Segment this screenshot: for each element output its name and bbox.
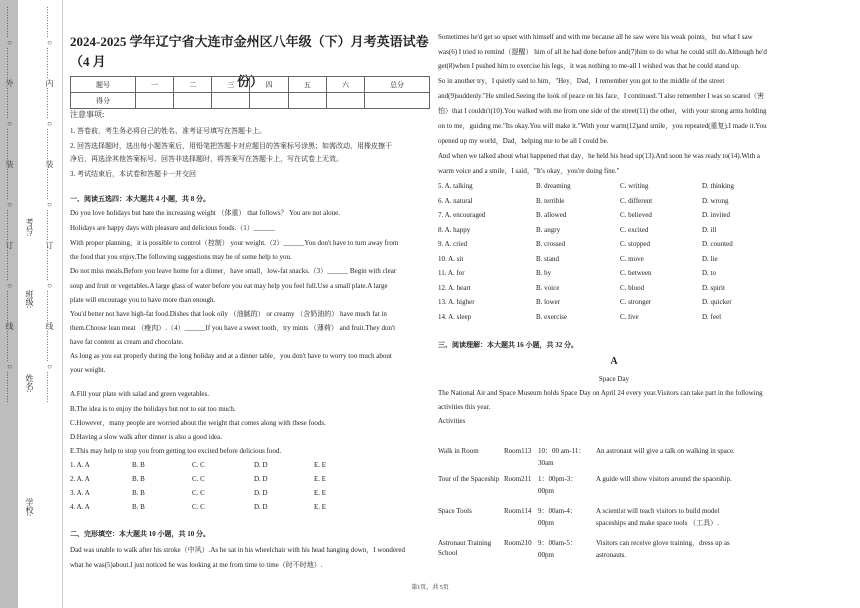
option-choice[interactable]: 5. A. talking: [438, 182, 473, 190]
passage-line: warm voice and a smile，I said，"It's okay，you're doing fine.": [438, 167, 620, 175]
passage-line: Do not miss meals.Before you leave home for a dinner，have small，low-fat snacks.（3）______ Begin with clear: [70, 267, 397, 275]
option-choice[interactable]: D. thinking: [702, 182, 734, 190]
option-choice[interactable]: D. invited: [702, 211, 730, 219]
passage-line: plate will encourage you to have more than enough.: [70, 296, 216, 304]
answer-option[interactable]: D. D: [254, 461, 268, 469]
passage-line: get(8)when I pushed him to exercise his legs，it was nothing to me-all I wished was that he could stand up.: [438, 62, 740, 70]
activity-name: Tour of the Spaceship: [438, 475, 500, 483]
score-header-cell: 五: [288, 77, 326, 93]
answer-option[interactable]: E. E: [314, 503, 327, 511]
option-choice[interactable]: B. crossed: [536, 240, 566, 248]
score-header-cell: 三: [212, 77, 250, 93]
score-cell[interactable]: [174, 93, 212, 109]
activity-time: 1：00pm-3：: [538, 475, 578, 483]
passage-line: soup and fruit or vegetables.A large glass of water before you eat may help you feel full.Use a small plate.A large: [70, 282, 388, 290]
option-choice[interactable]: B. voice: [536, 283, 560, 292]
option-choice[interactable]: C. stronger: [620, 298, 652, 306]
passage-line: Dad was unable to walk after his stroke（中风）.As he sat in his wheelchair with his head hanging down，I wondered: [70, 546, 405, 554]
activity-description: Visitors can receive glove training，dress up as: [596, 539, 730, 547]
option-choice[interactable]: D. to: [702, 269, 716, 277]
option-choice[interactable]: 13. A. higher: [438, 298, 475, 306]
choice-line: B.The idea is to enjoy the holidays but not to eat too much.: [70, 405, 236, 413]
choice-line: D.Having a slow walk after dinner is also a good idea.: [70, 433, 223, 441]
article-subtitle: Space Day: [598, 375, 630, 383]
activity-room: Room211: [504, 475, 532, 483]
passage-line: 怕）that I couldn't(10).You walked with me from one side of the street(11) the other，with your strong arms holding: [438, 107, 767, 115]
option-choice[interactable]: D. lie: [702, 254, 718, 263]
label-name: 姓名:: [25, 374, 34, 393]
notice-item: 1. 答卷前，考生务必将自己的姓名、准考证号填写在答题卡上。: [70, 127, 266, 135]
activity-description: A guide will show visitors around the spaceship.: [596, 475, 732, 483]
part-label: A: [610, 356, 618, 367]
option-choice[interactable]: B. exercise: [536, 312, 568, 321]
activity-room: Room210: [504, 539, 532, 547]
answer-option[interactable]: D. D: [254, 475, 268, 483]
activity-description: An astronaut will give a talk on walking in space.: [596, 447, 735, 455]
title-line-2: 份）: [236, 74, 263, 89]
answer-option[interactable]: B. B: [132, 489, 145, 497]
passage-line: them.Choose lean meat （瘦肉）.（4）______If you have a sweet tooth，try mints （薄荷） and fruit.They don't: [70, 324, 396, 332]
activity-time: 00pm: [538, 487, 554, 495]
answer-option[interactable]: 1. A. A: [70, 461, 90, 469]
answer-option[interactable]: E. E: [314, 489, 327, 497]
score-table-header-row: [71, 77, 430, 93]
score-table-score-row: [71, 93, 430, 109]
option-choice[interactable]: 7. A. encouraged: [438, 211, 486, 219]
option-choice[interactable]: C. stopped: [620, 240, 650, 248]
answer-option[interactable]: C. C: [192, 503, 205, 511]
option-choice[interactable]: D. quicker: [702, 298, 732, 306]
answer-option[interactable]: B. B: [132, 461, 145, 469]
passage-line: have fat content as cream and chocolate.: [70, 338, 184, 346]
option-choice[interactable]: B. angry: [536, 225, 561, 234]
intro-line: The National Air and Space Museum holds Space Day on April 24 every year.Visitors can take part in the following: [438, 389, 763, 397]
activity-time: 00pm: [538, 551, 554, 559]
activity-time: 00pm: [538, 519, 554, 527]
passage-line: As long as you eat properly during the long holiday and at a dinner table，you don't have to worry too much about: [70, 352, 392, 360]
answer-option[interactable]: 4. A. A: [70, 503, 90, 511]
score-cell[interactable]: [212, 93, 250, 109]
answer-option[interactable]: C. C: [192, 461, 205, 469]
option-choice[interactable]: D. ill: [702, 225, 717, 234]
answer-option[interactable]: D. D: [254, 503, 268, 511]
activity-room: Room114: [504, 507, 532, 515]
choice-line: C.However，many people are worried about the weight that comes along with these foods.: [70, 419, 326, 427]
activity-name: Space Tools: [438, 507, 472, 515]
activity-time: 10：00 am-11：: [538, 447, 586, 455]
title-line-1: 2024-2025 学年辽宁省大连市金州区八年级（下）月考英语试卷（4 月: [70, 34, 429, 69]
score-table: [70, 76, 430, 109]
notice-heading: 注意事项:: [70, 110, 105, 119]
option-choice[interactable]: C. move: [620, 254, 644, 263]
answer-option[interactable]: B. B: [132, 475, 145, 483]
option-choice[interactable]: B. allowed: [536, 211, 567, 219]
label-school: 学校:: [25, 498, 34, 517]
option-choice[interactable]: 14. A. sleep: [438, 312, 472, 321]
option-choice[interactable]: D. counted: [702, 240, 733, 248]
option-choice[interactable]: 11. A. for: [438, 269, 465, 277]
choice-line: A.Fill your plate with salad and green vegetables.: [70, 390, 209, 398]
score-cell[interactable]: [250, 93, 288, 109]
score-header-cell: 四: [250, 77, 288, 93]
score-header-cell: 一: [135, 77, 173, 93]
passage-line: Sometimes he'd get so upset with himself and with me because all he saw were his weak points，but what I saw: [438, 33, 753, 41]
score-cell[interactable]: [135, 93, 173, 109]
activity-time: 30am: [538, 459, 554, 467]
activity-time: 9：00am-4：: [538, 507, 577, 515]
activity-room: Room113: [504, 447, 532, 455]
score-header-cell: 总分: [365, 77, 430, 93]
score-row-label: 得分: [71, 93, 136, 109]
activity-description: A scientist will teach visitors to build model: [596, 507, 720, 515]
option-choice[interactable]: C. between: [620, 269, 652, 277]
score-header-cell: 六: [326, 77, 364, 93]
activity-description: astronauts.: [596, 551, 627, 559]
passage-line: the food that you enjoy.The following suggestions may be of some help to you.: [70, 253, 292, 261]
score-cell[interactable]: [288, 93, 326, 109]
option-choice[interactable]: B. dreaming: [536, 182, 571, 190]
passage-line: was(6) I tried to remind（提醒） him of all he had done before and(7)him to do what he could still do.Although he'd: [438, 48, 767, 56]
option-choice[interactable]: C. writing: [620, 182, 649, 190]
notice-item: 净后，再选涂其他答案标号。回答非选择题时，将答案写在答题卡上，写在试卷上无效。: [70, 155, 343, 163]
activity-description: spaceships and make space tools （工具）.: [596, 519, 719, 527]
option-choice[interactable]: C. live: [620, 312, 639, 321]
option-choice[interactable]: B. terrible: [536, 196, 565, 205]
option-choice[interactable]: D. wrong: [702, 196, 729, 205]
score-cell[interactable]: [326, 93, 364, 109]
answer-option[interactable]: B. B: [132, 503, 145, 511]
option-choice[interactable]: D. spirit: [702, 283, 725, 292]
option-choice[interactable]: 6. A. natural: [438, 196, 473, 205]
passage-line: Do you love holidays but hate the increasing weight （体重） that follows？ You are not alone.: [70, 209, 341, 217]
notice-item: 3. 考试结束后，本试卷和答题卡一并交回: [70, 170, 196, 178]
answer-option[interactable]: C. C: [192, 489, 205, 497]
activities-label: Activities: [438, 417, 466, 425]
page-footer: 第1页，共 5页: [411, 585, 449, 591]
passage-line: on to me，guiding me."Its okay.You will make it."With your warm(12)and smile，you repeated(重复).I made it.You: [438, 122, 767, 130]
intro-line: activities this year.: [438, 403, 491, 411]
binding-dash-outer: …………○…………外…………○…………装…………○…………订…………○…………线…………○…………: [5, 6, 14, 403]
passage-line: opened up my world，Dad，helping me to be all I could be.: [438, 137, 609, 145]
passage-line: And when we talked about what happened that day，he held his head up(13).And soon he was ready to(14).With a: [438, 152, 761, 160]
answer-option[interactable]: C. C: [192, 475, 205, 483]
option-choice[interactable]: C. excited: [620, 225, 649, 234]
option-choice[interactable]: 12. A. heart: [438, 283, 471, 292]
option-choice[interactable]: D. feel: [702, 312, 722, 321]
section1-heading: 一、阅读五选四：本大题共 4 小题，共 8 分。: [70, 195, 210, 203]
option-choice[interactable]: 10. A. sit: [438, 254, 464, 263]
score-cell[interactable]: [365, 93, 430, 109]
passage-line: With proper planning，it is possible to control（控制） your weight.（2）______You don't have to turn away from: [70, 239, 399, 247]
passage-line: So in another try，I quietly said to him，"Hey，Dad，I remember you got to the middle of the street: [438, 77, 725, 85]
answer-option[interactable]: D. D: [254, 489, 268, 497]
label-exam-number: 考号:: [25, 218, 34, 237]
section2-heading: 二、完形填空：本大题共 10 小题，共 10 分。: [70, 530, 210, 538]
binding-dash-inner: …………○…………内…………○…………装…………○…………订…………○…………线…………○…………: [45, 6, 54, 403]
answer-option[interactable]: 2. A. A: [70, 475, 90, 483]
score-header-cell: 二: [174, 77, 212, 93]
passage-line: Holidays are happy days with pleasure and delicious foods.（1）______: [70, 224, 275, 232]
option-choice[interactable]: C. blood: [620, 283, 645, 292]
option-choice[interactable]: C. believed: [620, 211, 652, 219]
option-choice[interactable]: C. different: [620, 196, 653, 205]
section3-heading: 三、阅读理解：本大题共 16 小题，共 32 分。: [438, 341, 578, 349]
option-choice[interactable]: B. lower: [536, 298, 561, 306]
choice-line: E.This may help to stop you from getting too excited before delicious food.: [70, 447, 282, 455]
score-header-cell: 题号: [71, 77, 136, 93]
option-choice[interactable]: B. by: [536, 269, 552, 277]
option-choice[interactable]: 9. A. cried: [438, 240, 468, 248]
option-choice[interactable]: 8. A. happy: [438, 225, 471, 234]
passage-line: what he was(5)about.I just noticed he was looking at me from time to time（时不时地）.: [70, 561, 323, 569]
passage-line: your weight.: [70, 366, 106, 374]
passage-line: You'd better not have high-fat food.Dishes that look oily （油腻的） or creamy （含奶油的） have much fat in: [70, 310, 387, 318]
activity-name: Astronaut Training School: [438, 539, 492, 557]
answer-option[interactable]: E. E: [314, 475, 327, 483]
option-choice[interactable]: B. stand: [536, 254, 559, 263]
notice-item: 2. 回答选择题时，选出每小题答案后，用铅笔把答题卡对应题目的答案标号涂黑；如需改动，用橡皮擦干: [70, 142, 392, 150]
answer-option[interactable]: 3. A. A: [70, 489, 90, 497]
activity-name: Walk in Room: [438, 447, 479, 455]
label-class: 班级:: [25, 290, 34, 309]
answer-option[interactable]: E. E: [314, 461, 327, 469]
passage-line: and(9)suddenly."He smiled.Seeing the look of peace on his face，I continued."I also remember I was so scared（害: [438, 92, 764, 100]
activity-time: 9：00am-5：: [538, 539, 577, 547]
